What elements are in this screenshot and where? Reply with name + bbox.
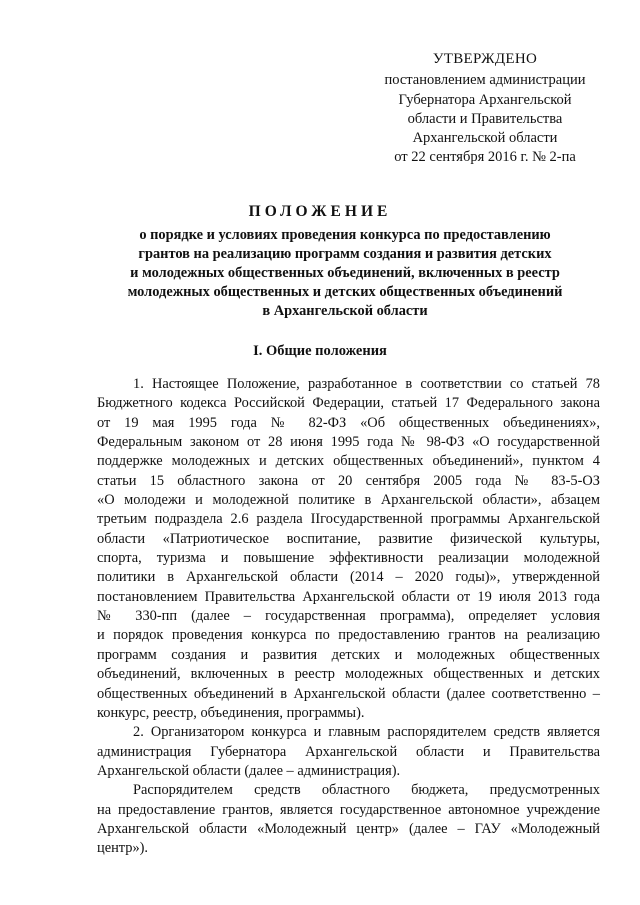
body-line: на предоставление грантов, является государственное автономное учреждение (97, 801, 600, 818)
document-subtitle (90, 226, 600, 321)
body-text (97, 375, 600, 859)
body-line: Архангельской области «Молодежный центр» (далее – ГАУ «Молодежный (97, 820, 600, 837)
body-line: «О молодежи и молодежной политике в Архангельской области», абзацем (97, 492, 600, 509)
body-line: спорта, туризма и повышение эффективности реализации молодежной (97, 550, 600, 567)
approval-stamp (360, 50, 610, 168)
document-title: ПОЛОЖЕНИЕ (248, 203, 392, 220)
subtitle-line: в Архангельской области (262, 303, 428, 319)
section-heading: I. Общие положения (253, 343, 387, 359)
body-line: общественных объединений в Архангельской области (далее соответственно – (97, 685, 600, 702)
subtitle-line: молодежных общественных и детских общественных объединений (127, 284, 563, 300)
body-line: 1. Настоящее Положение, разработанное в соответствии со статьей 78 (133, 376, 600, 392)
approval-line: области и Правительства (407, 110, 563, 127)
body-line: и порядок проведения конкурса по предоставлению грантов на реализацию (97, 627, 600, 644)
body-line: объединений, включенных в реестр молодежных общественных и детских (97, 666, 600, 683)
body-line: статьи 15 областного закона от 20 сентября 2005 года № 83-5-ОЗ (97, 472, 600, 489)
approval-line: Архангельской области (412, 130, 558, 147)
body-line: Распорядителем средств областного бюджета, предусмотренных (133, 782, 600, 799)
approval-heading: УТВЕРЖДЕНО (432, 51, 538, 67)
subtitle-line: и молодежных общественных объединений, включенных в реестр (130, 265, 560, 281)
subtitle-line: грантов на реализацию программ создания и развития детских (138, 246, 552, 262)
body-line: конкурс, реестр, объединения, программы). (97, 704, 365, 721)
body-line: Бюджетного кодекса Российской Федерации, статьей 17 Федерального закона (97, 395, 600, 412)
subtitle-line: о порядке и условиях проведения конкурса по предоставлению (139, 227, 551, 243)
body-line: администрация Губернатора Архангельской области и Правительства (97, 743, 600, 760)
approval-line: Губернатора Архангельской (398, 91, 572, 108)
body-line: Федеральным законом от 28 июня 1995 года № 98-ФЗ «О государственной (97, 434, 600, 451)
body-line: области «Патриотическое воспитание, развитие физической культуры, (97, 530, 600, 547)
body-line: № 330-пп (далее – государственная программа), определяет условия (97, 608, 600, 625)
body-line: политики в Архангельской области (2014 – 2020 годы)», утвержденной (97, 569, 600, 586)
body-line: от 19 мая 1995 года № 82-ФЗ «Об общественных объединениях», (97, 414, 600, 431)
body-line: Архангельской области (далее – администрация). (97, 762, 401, 779)
body-line: центр»). (97, 840, 149, 857)
approval-line: постановлением администрации (384, 72, 586, 89)
body-line: постановлением Правительства Архангельской области от 19 июля 2013 года (97, 588, 600, 605)
body-line: поддержке молодежных и детских общественных объединений», пунктом 4 (97, 453, 600, 470)
body-line: программ создания и развития детских и молодежных общественных (97, 646, 600, 663)
body-line: третьим подраздела 2.6 раздела IIгосударственной программы Архангельской (97, 511, 600, 528)
approval-line: от 22 сентября 2016 г. № 2-па (394, 149, 576, 166)
body-line: 2. Организатором конкурса и главным распорядителем средств является (133, 724, 600, 741)
